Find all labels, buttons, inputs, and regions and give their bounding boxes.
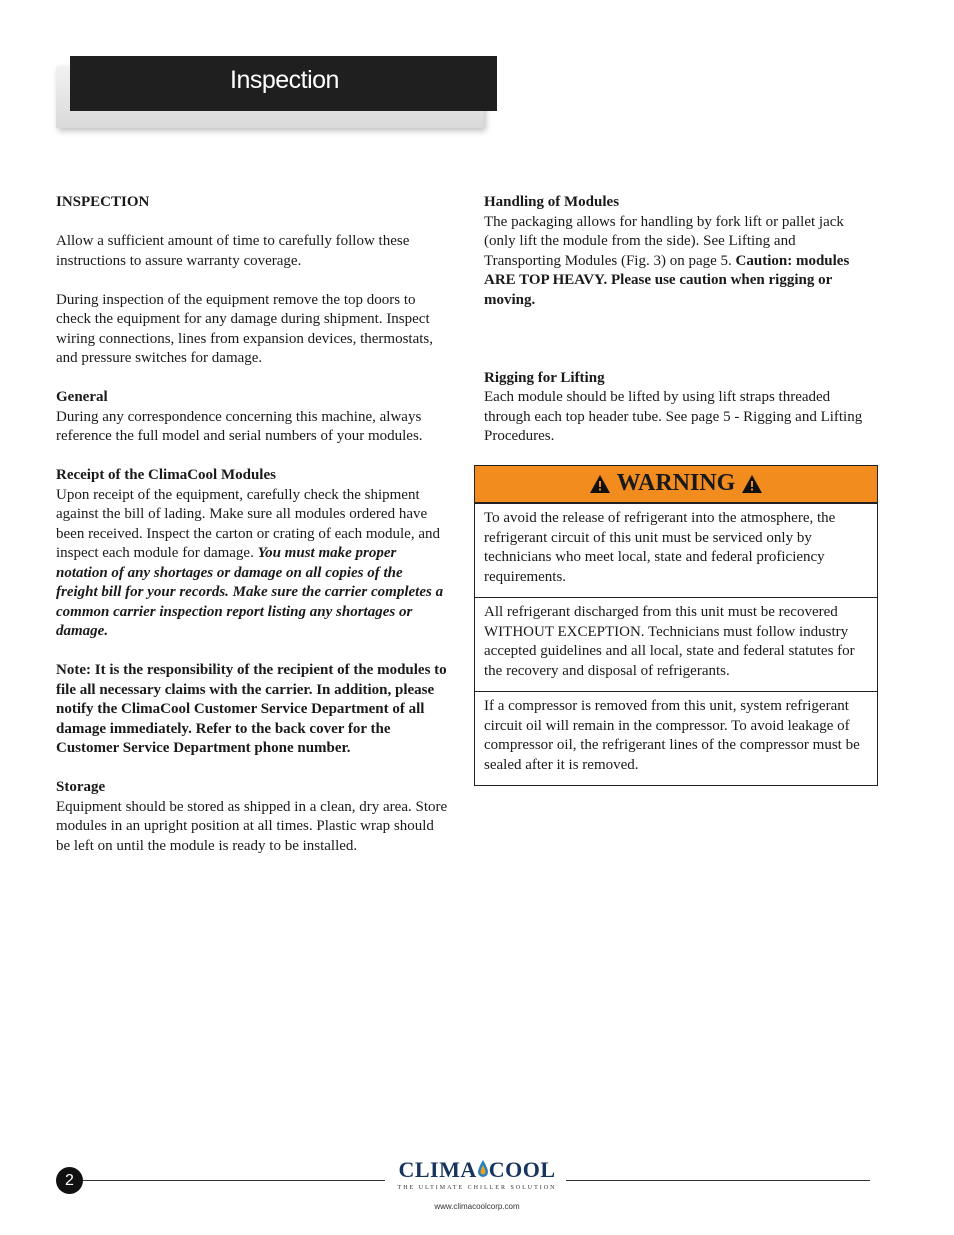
logo-right-text: COOL bbox=[488, 1157, 556, 1182]
storage-heading: Storage bbox=[56, 779, 106, 795]
receipt-heading: Receipt of the ClimaCool Modules bbox=[56, 467, 276, 483]
storage-text: Equipment should be stored as shipped in a clean, dry area. Store modules in an upright position at all times. Plastic wrap should be left on until the module is ready to be installed. bbox=[56, 798, 448, 854]
warning-header bbox=[475, 466, 877, 503]
intro-paragraph-1: Allow a sufficient amount of time to carefully follow these instructions to assure warranty coverage. bbox=[56, 233, 410, 269]
general-text: During any correspondence concerning this machine, always reference the full model and serial numbers of your modules. bbox=[56, 408, 423, 444]
page-title: Inspection bbox=[230, 66, 339, 94]
handling-caution: Caution: modules ARE TOP HEAVY. Please use caution when rigging or moving. bbox=[484, 252, 850, 308]
logo-tagline: THE ULTIMATE CHILLER SOLUTION bbox=[397, 1185, 557, 1191]
droplet-icon bbox=[477, 1159, 489, 1179]
climacool-logo bbox=[392, 1156, 562, 1196]
footer-rule-right bbox=[566, 1180, 870, 1181]
handling-text: The packaging allows for handling by fork lift or pallet jack (only lift the module from the side). See Lifting and Transporting Modules (Fig. 3) on page 5. bbox=[484, 213, 844, 269]
logo-wordmark bbox=[392, 1156, 562, 1184]
note-paragraph: Note: It is the responsibility of the recipient of the modules to file all necessary claims with the carrier. In addition, please notify the ClimaCool Customer Service Department of all damage immediately. Refer to the back cover for the Customer Service Department phone number. bbox=[56, 662, 447, 756]
general-heading: General bbox=[56, 389, 108, 405]
rigging-heading: Rigging for Lifting bbox=[484, 369, 605, 386]
warning-triangle-icon-right bbox=[741, 474, 763, 494]
footer-rule-left bbox=[80, 1180, 385, 1181]
warning-title: WARNING bbox=[616, 470, 736, 497]
logo-left-text: CLIMA bbox=[398, 1157, 477, 1182]
rigging-text: Each module should be lifted by using lift straps threaded through each top header tube. See page 5 - Rigging and Lifting Procedures. bbox=[484, 389, 863, 444]
receipt-emphasis: You must make proper notation of any shortages or damage on all copies of the freight bill for your records. Make sure the carrier completes a common carrier inspection report listing any shortages or damage. bbox=[56, 545, 444, 639]
warning-paragraph-3: If a compressor is removed from this unit, system refrigerant circuit oil will remain in the compressor. To avoid leakage of compressor oil, the refrigerant lines of the compressor must be sealed after it is removed. bbox=[475, 691, 877, 785]
warning-triangle-icon-left bbox=[589, 474, 611, 494]
section-header bbox=[70, 56, 497, 111]
left-column bbox=[56, 193, 448, 876]
warning-paragraph-2: All refrigerant discharged from this unit must be recovered WITHOUT EXCEPTION. Technicians must follow industry accepted guidelines and all local, state and federal statutes for the recovery and disposal of refrigerants. bbox=[475, 597, 877, 691]
page-number: 2 bbox=[56, 1167, 83, 1194]
warning-paragraph-1: To avoid the release of refrigerant into the atmosphere, the refrigerant circuit of this unit must be serviced only by technicians who meet local, state and federal proficiency requirements. bbox=[475, 503, 877, 597]
handling-paragraph bbox=[484, 213, 876, 311]
warning-box bbox=[474, 465, 878, 786]
right-column bbox=[484, 193, 876, 466]
receipt-paragraph bbox=[56, 486, 448, 642]
inspection-heading: INSPECTION bbox=[56, 194, 150, 210]
handling-heading: Handling of Modules bbox=[484, 194, 620, 210]
receipt-text: Upon receipt of the equipment, carefully check the shipment against the bill of lading. Make sure all modules ordered have been received. Inspect the carton or crating of each module, and inspect each module for damage. bbox=[56, 486, 440, 561]
intro-paragraph-2: During inspection of the equipment remove the top doors to check the equipment for any damage during shipment. Inspect wiring connections, lines from expansion devices, thermostats, and pressure switches for damage. bbox=[56, 291, 433, 366]
website-url[interactable]: www.climacoolcorp.com bbox=[434, 1202, 520, 1211]
